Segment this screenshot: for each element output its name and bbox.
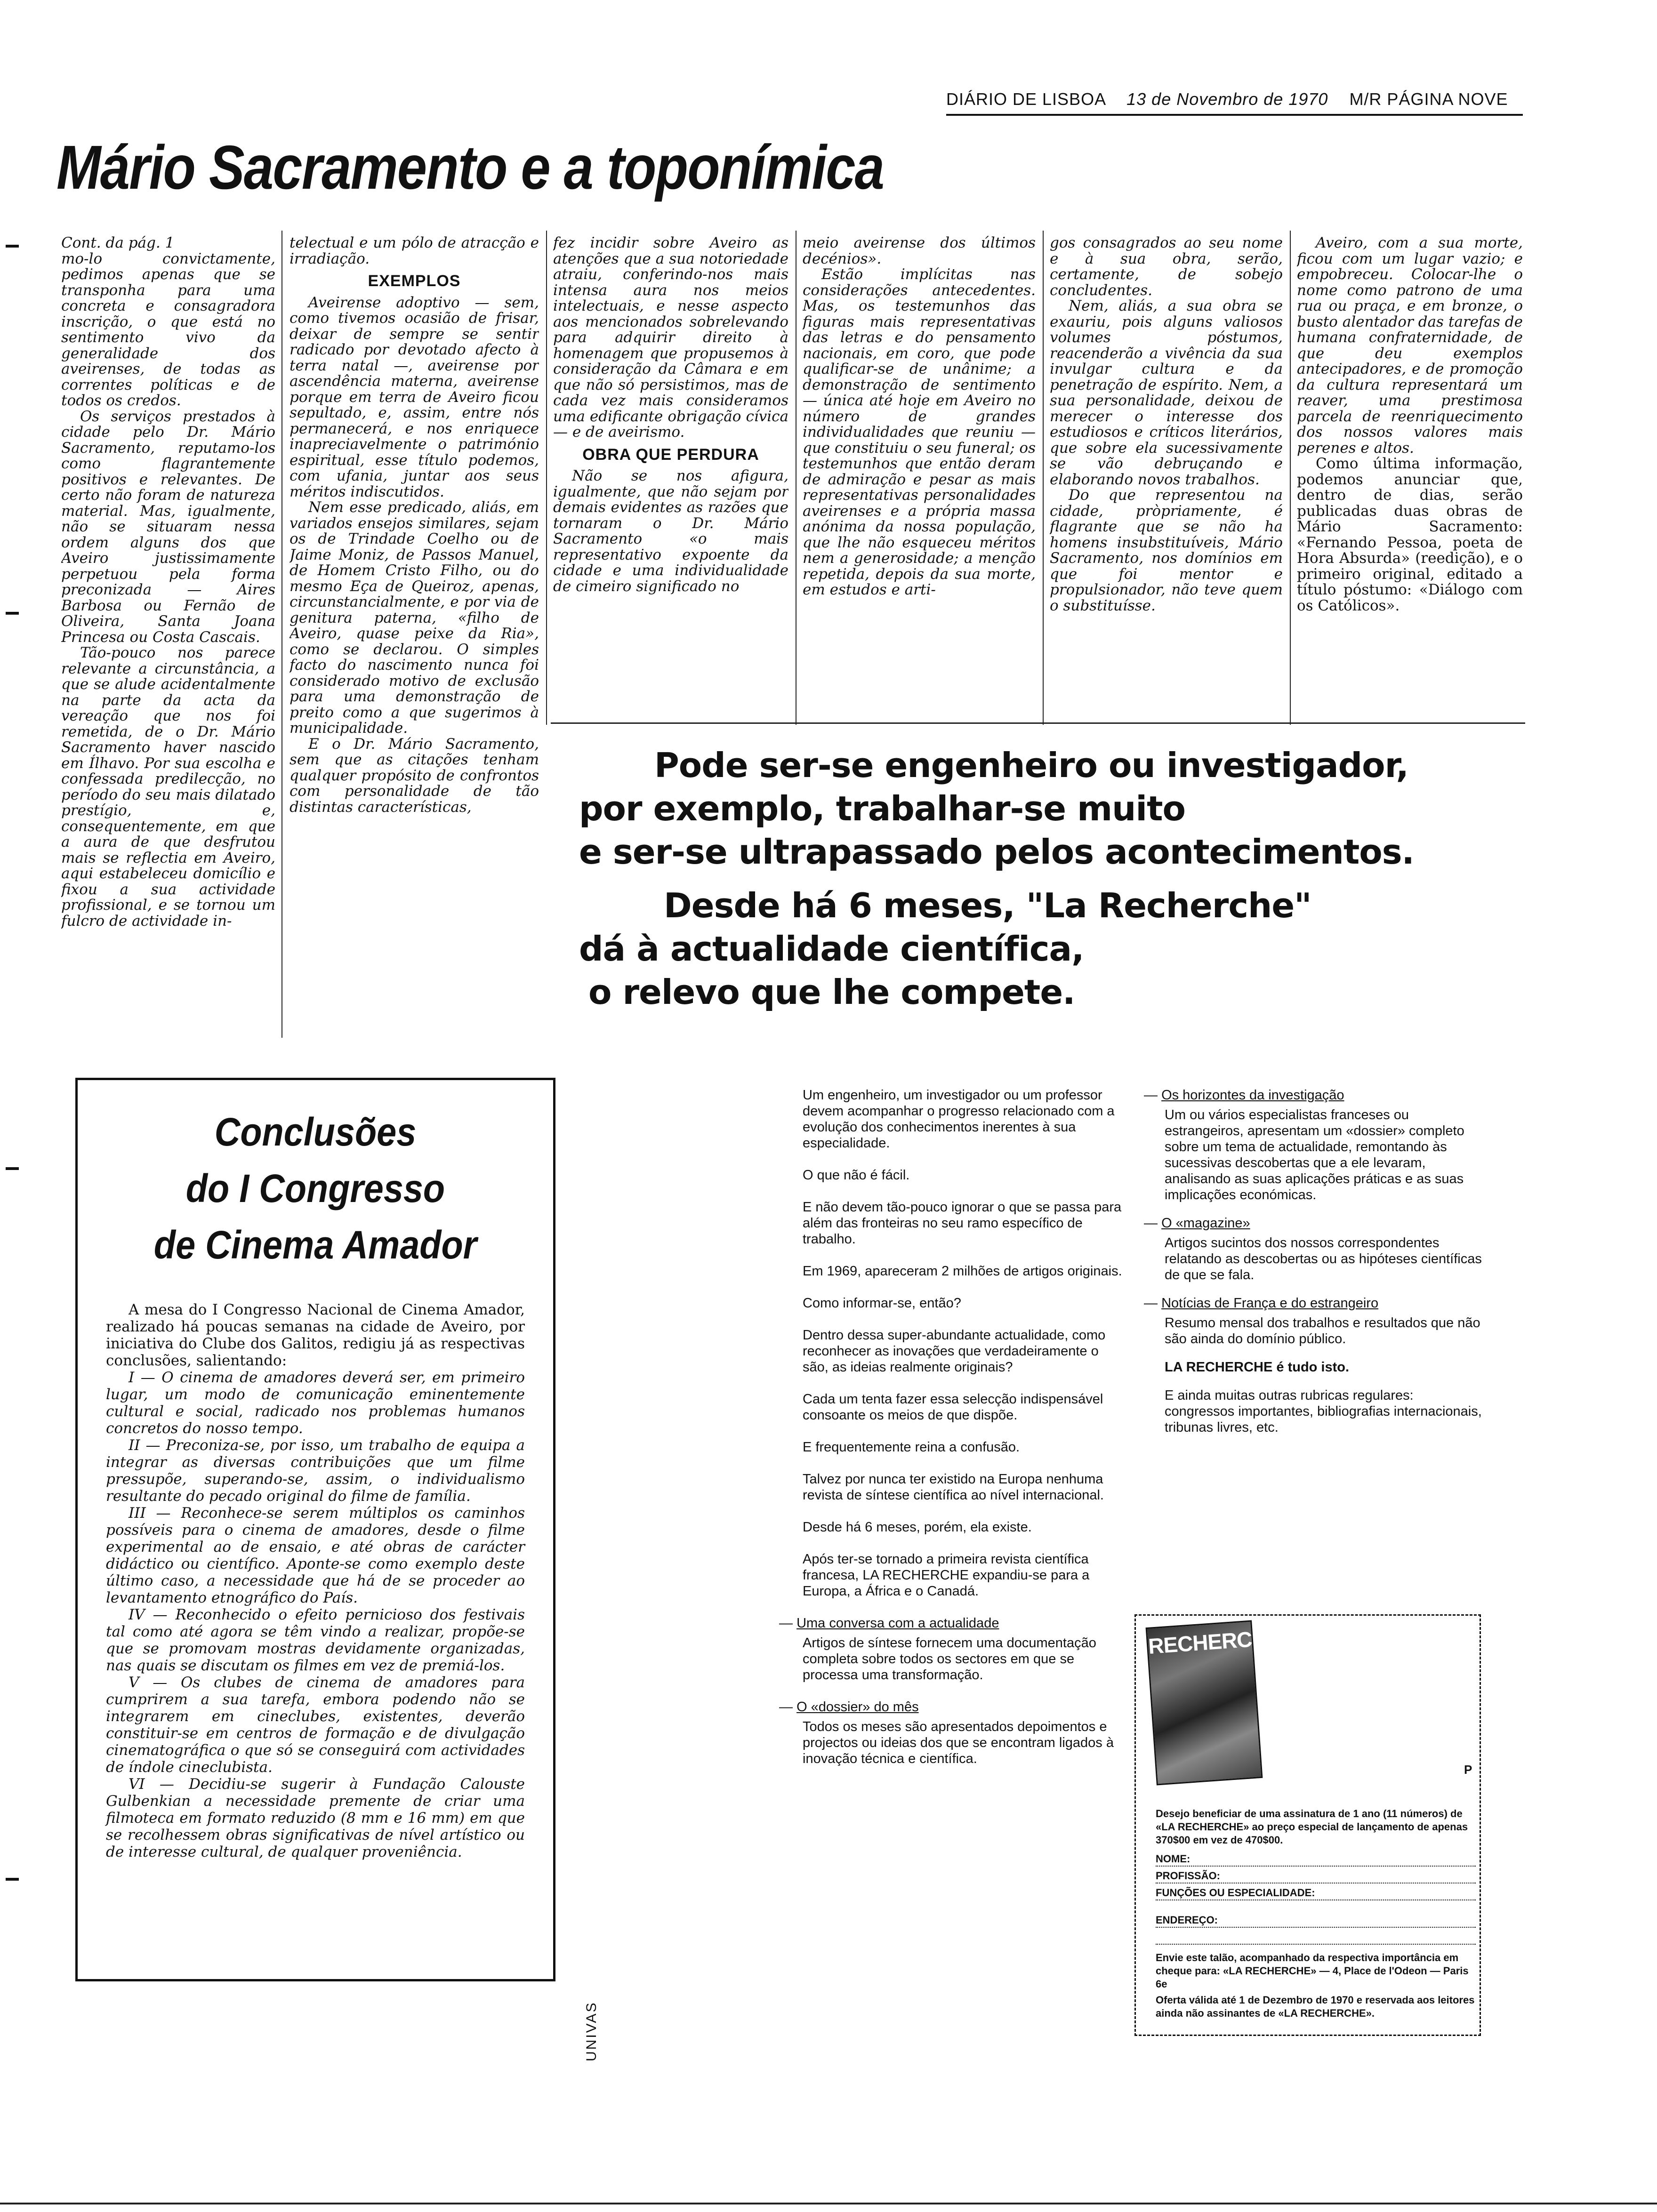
ad-headline-line: dá à actualidade científica, — [579, 929, 1084, 969]
ad-section-title: — Os horizontes da investigação — [1144, 1088, 1344, 1103]
article-column-2 — [290, 235, 539, 1040]
masthead — [946, 89, 1525, 109]
article-column-5 — [1050, 235, 1283, 720]
paragraph: Como última informação, podemos anunciar que, dentro de dias, serão publicadas duas obras de Mário Sacramento: «Fernando Pessoa, poeta de Hora Absurda» (reedição), e o primeiro original, editado a título póstumo: «Diálogo com os Católicos». — [1297, 455, 1523, 614]
conclusion-item: I — O cinema de amadores deverá ser, em primeiro lugar, um modo de comunicação eminentemente cultural e social, radicado nos problemas humanos concretos do nosso tempo. — [106, 1369, 525, 1437]
ad-paragraph: Após ter-se tornado a primeira revista científica francesa, LA RECHERCHE expandiu-se para a Europa, a África e o Canadá. — [803, 1552, 1090, 1599]
paragraph: mo-lo convictamente, pedimos apenas que se transponha para uma concreta e consagradora inscrição, o que está no sentimento vivo da generalidade dos aveirenses, de todas as correntes políticas e de todos os credos. — [61, 250, 275, 409]
paragraph: Nem, aliás, a sua obra se exauriu, pois alguns valiosos volumes póstumos, reacenderão a vivência da sua invulgar cultura e da penetração de espírito. Nem, a sua personalidade, deixou de merecer o interesse dos estudiosos e críticos literários, que sobre ela sucessivamente se vão debruçando e elaborando novos trabalhos. — [1050, 297, 1283, 488]
ad-section-text: Artigos sucintos dos nossos correspondentes relatando as descobertas ou as hipóteses científicas de que se fala. — [1165, 1235, 1482, 1282]
ad-section-text: Artigos de síntese fornecem uma documentação completa sobre todos os sectores em que se processa uma transformação. — [803, 1635, 1096, 1683]
ad-right-column — [1144, 1087, 1483, 1448]
paragraph: E o Dr. Mário Sacramento, sem que as citações tenham qualquer propósito de confrontos com personalidade de tão distintas características, — [290, 735, 539, 816]
margin-mark — [6, 1878, 19, 1881]
masthead-page: M/R PÁGINA NOVE — [1349, 89, 1508, 109]
ad-paragraph: Desde há 6 meses, porém, ela existe. — [803, 1520, 1032, 1535]
ad-paragraph: O que não é fácil. — [803, 1168, 910, 1183]
coupon-send-instructions: Envie este talão, acompanhado da respectiva importância em cheque para: «LA RECHERCHE» — 4, Place de l'Odeon — Paris 6e — [1156, 1952, 1469, 1990]
section-rule — [551, 722, 1525, 724]
ad-headline-line: por exemplo, trabalhar-se muito — [579, 789, 1185, 828]
coupon-intro: Desejo beneficiar de uma assinatura de 1 ano (11 números) de «LA RECHERCHE» ao preço especial de lançamento de apenas 370$00 em vez de 470$00. — [1156, 1808, 1468, 1846]
ad-paragraph: E frequentemente reina a confusão. — [803, 1440, 1020, 1455]
box-body — [106, 1301, 525, 1860]
coupon-field-profession[interactable]: PROFISSÃO: — [1156, 1869, 1476, 1883]
paragraph: fez incidir sobre Aveiro as atenções que a sua notoriedade atraiu, conferindo-nos mais intensa aura nos meios intelectuais, e nesse aspecto aos mencionados sobrelevando para adquirir direito à homenagem que propusemos à consideração da Câmara e em que não só persistimos, mas de cada vez mais consideramos uma edificante obrigação cívica — e de aveirismo. — [553, 235, 788, 441]
coupon-field-function[interactable]: FUNÇÕES OU ESPECIALIDADE: — [1156, 1886, 1476, 1900]
paragraph: A mesa do I Congresso Nacional de Cinema Amador, realizado há poucas semanas na cidade de Aveiro, por iniciativa do Clube dos Galitos, redigiu já as respectivas conclusões, salientando: — [106, 1301, 525, 1369]
conclusion-item: III — Reconhece-se serem múltiplos os caminhos possíveis para o cinema de amadores, desde o filme experimental ao de ensaio, e até obras de carácter didáctico ou científico. Aponte-se como exemplo deste último caso, a necessidade que há de se proceder ao levantamento etnográfico do País. — [106, 1505, 525, 1606]
article-headline: Mário Sacramento e a toponímica — [56, 133, 884, 202]
margin-mark — [6, 612, 19, 615]
conclusion-item: IV — Reconhecido o efeito pernicioso dos festivais tal como até agora se têm vindo a realizar, propõe-se que se promovam mostras devidamente organizadas, nas quais se discutam os filmes em vez de premiá-los. — [106, 1606, 525, 1674]
ad-left-column — [779, 1087, 1123, 1783]
article-column-6 — [1297, 235, 1523, 720]
ad-headline-line: o relevo que lhe compete. — [588, 972, 1075, 1012]
paragraph: meio aveirense dos últimos decénios». — [803, 235, 1036, 267]
paragraph: Os serviços prestados à cidade pelo Dr. Mário Sacramento, reputamo-los como flagrantemente positivos e relevantes. De certo não foram de natureza material. Mas, igualmente, não se situaram nessa ordem alguns dos que Aveiro justissimamente perpetuou pela forma preconizada — Aires Barbosa ou Fernão de Oliveira, Santa Joana Princesa ou Costa Cascais. — [61, 408, 275, 646]
ad-headline-line: Desde há 6 meses, "La Recherche" — [664, 886, 1311, 925]
ad-paragraph: Talvez por nunca ter existido na Europa nenhuma revista de síntese científica ao nível internacional. — [803, 1472, 1104, 1503]
ad-headline-line: e ser-se ultrapassado pelos acontecimentos. — [579, 832, 1414, 872]
article-column-1 — [61, 235, 275, 1040]
conclusion-item: V — Os clubes de cinema de amadores para cumprirem a sua tarefa, embora podendo não se integrarem em cineclubes, existentes, deverão constituir-se em centros de formação e de divulgação cinematográfica o que só se conseguirá com actividades de índole cineclubista. — [106, 1674, 525, 1776]
coupon-field-address-line[interactable] — [1156, 1931, 1476, 1945]
coupon-form — [1156, 1807, 1476, 2020]
masthead-paper: DIÁRIO DE LISBOA — [946, 89, 1106, 109]
column-rule — [1290, 231, 1291, 725]
ad-headline-line: Pode ser-se engenheiro ou investigador, — [654, 745, 1408, 785]
article-column-4 — [803, 235, 1036, 720]
ad-section-title: — Uma conversa com a actualidade — [779, 1616, 999, 1631]
magazine-cover-image — [1146, 1620, 1282, 1786]
paragraph: Tão-pouco nos parece relevante a circunstância, a que se alude acidentalmente na parte da acta da vereação que nos foi remetida, de o Dr. Mário Sacramento haver nascido em Ílhavo. Por sua escolha e confessada predilecção, no período do seu mais dilatado prestígio, e, consequentemente, em que a aura de que desfrutou mais se reflectia em Aveiro, aqui estabeleceu domicílio e fixou a sua actividade profissional, e se tornou um fulcro de actividade in- — [61, 644, 275, 930]
ad-section-title: — O «magazine» — [1144, 1216, 1250, 1231]
conclusion-item: VI — Decidiu-se sugerir à Fundação Calouste Gulbenkian a necessidade premente de criar uma filmoteca em formato reduzido (8 mm e 16 mm) em que se recolhessem obras significativas de nível artístico ou de interesse cultural, de qualquer proveniência. — [106, 1776, 525, 1860]
ad-paragraph: Dentro dessa super-abundante actualidade, como reconhecer as inovações que verdadeiramente o são, as ideias realmente originais? — [803, 1328, 1106, 1375]
coupon-offer-note: Oferta válida até 1 de Dezembro de 1970 e reservada aos leitores ainda não assinantes de «LA RECHERCHE». — [1156, 1994, 1475, 2019]
ad-section-text: Todos os meses são apresentados depoimentos e projectos ou ideias dos que se encontram ligados à inovação técnica e científica. — [803, 1719, 1114, 1766]
ad-section-text: Um ou vários especialistas franceses ou estrangeiros, apresentam um «dossier» completo sobre um tema de actualidade, remontando às sucessivas descobertas que a ele levaram, analisando as suas aplicações práticas e as suas implicações económicas. — [1165, 1107, 1464, 1202]
ad-paragraph: Em 1969, apareceram 2 milhões de artigos originais. — [803, 1264, 1122, 1279]
article-column-3 — [553, 235, 788, 720]
box-title-line: do I Congresso — [185, 1166, 445, 1210]
ad-paragraph: Cada um tenta fazer essa selecção indispensável consoante os meios de que dispõe. — [803, 1392, 1103, 1423]
paragraph: Nem esse predicado, aliás, em variados ensejos similares, sejam os de Trindade Coelho ou de Jaime Moniz, de Passos Manuel, de Homem Cristo Filho, ou do mesmo Eça de Queiroz, apenas, circunstancialmente, e por via de genitura paterna, «filho de Aveiro, quase peixe da Ria», como se declarou. O simples facto do nascimento nunca foi considerado motivo de exclusão para uma demonstração de preito como a que sugerimos à municipalidade. — [290, 499, 539, 737]
ad-tagline: LA RECHERCHE é tudo isto. — [1165, 1360, 1350, 1375]
paragraph: gos consagrados ao seu nome e à sua obra, serão, certamente, de sobejo concludentes. — [1050, 235, 1283, 299]
paragraph: Aveirense adoptivo — sem, como tivemos ocasião de frisar, deixar de sempre se sentir radicado por devotado afecto à terra natal —, aveirense por ascendência materna, aveirense porque em terra de Aveiro ficou sepultado, e, assim, entre nós permanecerá, e nos enriquece inapreciavelmente o património espiritual, esse título podemos, com ufania, juntar aos seus méritos indiscutidos. — [290, 294, 539, 500]
paragraph: Aveiro, com a sua morte, ficou com um lugar vazio; e empobreceu. Colocar-lhe o nome como patrono de uma rua ou praça, e em bronze, o busto alentador das tarefas de humana confraternidade, de que deu exemplos antecipadores, e de promoção da cultura representará um reaver, uma prestimosa parcela de reenriquecimento dos nossos valores mais perenes e altos. — [1297, 235, 1523, 457]
magazine-cover-title: RECHERCHE — [1147, 1625, 1282, 1659]
conclusion-item: II — Preconiza-se, por isso, um trabalho de equipa a integrar as diversas contribuições que um filme pressupõe, superando-se, assim, o individualismo resultante do pecado original do filme de família. — [106, 1437, 525, 1505]
paragraph: telectual e um pólo de atracção e irradiação. — [290, 235, 539, 267]
masthead-date: 13 de Novembro de 1970 — [1126, 89, 1328, 109]
coupon-code: P — [1464, 1763, 1472, 1777]
continuation-note: Cont. da pág. 1 — [61, 235, 175, 251]
ad-section-title: — Notícias de França e do estrangeiro — [1144, 1296, 1379, 1311]
margin-mark — [6, 1167, 19, 1170]
ad-paragraph: Como informar-se, então? — [803, 1296, 961, 1311]
column-rule — [1043, 231, 1044, 725]
top-rule — [946, 114, 1523, 116]
coupon-field-name[interactable]: NOME: — [1156, 1852, 1476, 1867]
column-rule — [546, 231, 547, 725]
box-title-line: Conclusões — [214, 1110, 417, 1154]
ad-section-title: — O «dossier» do mês — [779, 1699, 919, 1715]
congress-box — [75, 1078, 555, 1981]
subheading-obra-que-perdura: OBRA QUE PERDURA — [582, 445, 759, 464]
agency-credit: UNIVAS — [584, 2001, 599, 2061]
box-title-line: de Cinema Amador — [153, 1223, 477, 1267]
paragraph: Do que representou na cidade, pròpriamente, é flagrante que se não ha homens insubstituíveis, Mário Sacramento, nos domínios em que foi mentor e propulsionador, não teve quem o substituísse. — [1050, 487, 1283, 614]
paragraph: Estão implícitas nas considerações antecedentes. Mas, os testemunhos das figuras mais representativas das letras e do pensamento nacionais, em coro, que pode qualificar-se de unânime; a demonstração de sentimento — única até hoje em Aveiro no número de grandes individualidades que reuniu — que constituiu o seu funeral; os testemunhos que então deram de admiração e pesar as mais representativas personalidades aveirenses e a própria massa anónima da nossa população, que lhe não esqueceu méritos nem a generosidade; a menção repetida, depois da sua morte, em estudos e arti- — [803, 266, 1036, 598]
paragraph: Não se nos afigura, igualmente, que não sejam por demais evidentes as razões que tornaram o Dr. Mário Sacramento «o mais representativo expoente da cidade e uma individualidade de cimeiro significado no — [553, 467, 788, 595]
ad-section-text: Resumo mensal dos trabalhos e resultados que não são ainda do domínio público. — [1165, 1315, 1480, 1346]
ad-paragraph: E não devem tão-pouco ignorar o que se passa para além das fronteiras no seu ramo específico de trabalho. — [803, 1200, 1122, 1247]
ad-paragraph: E ainda muitas outras rubricas regulares: congressos importantes, bibliografias internacionais, tribunas livres, etc. — [1165, 1388, 1482, 1435]
margin-mark — [6, 245, 19, 248]
ad-headline — [579, 744, 1414, 1014]
bottom-rule — [0, 2203, 1657, 2204]
ad-paragraph: Um engenheiro, um investigador ou um professor devem acompanhar o progresso relacionado com a evolução dos conhecimentos inerentes à sua especialidade. — [803, 1088, 1115, 1151]
subheading-exemplos: EXEMPLOS — [368, 272, 461, 290]
coupon-field-address[interactable]: ENDEREÇO: — [1156, 1914, 1476, 1928]
